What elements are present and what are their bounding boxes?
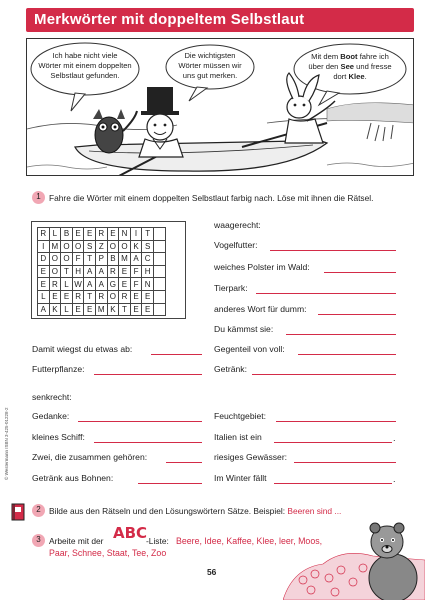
grid-cell[interactable]: N	[142, 278, 154, 291]
answer-line[interactable]	[276, 421, 396, 422]
grid-cell[interactable]: H	[72, 265, 84, 278]
grid-cell[interactable]: E	[72, 303, 84, 316]
page-number: 56	[207, 567, 217, 577]
grid-cell[interactable]: O	[61, 253, 73, 266]
clue-label: kleines Schiff:	[32, 432, 85, 442]
bubble-line: uns gut merken.	[182, 71, 238, 80]
down-heading: senkrecht:	[32, 392, 72, 402]
grid-cell[interactable]: K	[49, 303, 61, 316]
grid-cell[interactable]: A	[38, 303, 50, 316]
task-2-text: Bilde aus den Rätseln und den Lösungswörtern Sätze. Beispiel:	[49, 506, 288, 516]
grid-cell[interactable]: Z	[95, 240, 107, 253]
grid-cell[interactable]	[153, 278, 165, 291]
bubble-line	[297, 52, 403, 62]
grid-row	[38, 303, 166, 316]
grid-cell[interactable]	[153, 290, 165, 303]
grid-cell[interactable]: O	[72, 240, 84, 253]
grid-cell[interactable]: M	[119, 253, 131, 266]
answer-line[interactable]	[274, 442, 392, 443]
grid-cell[interactable]: O	[107, 290, 119, 303]
grid-cell[interactable]: B	[107, 253, 119, 266]
grid-cell[interactable]: E	[130, 290, 142, 303]
abc-list-logo: ABC	[113, 524, 148, 542]
bubble-text: .	[364, 72, 367, 81]
task-1-number-badge	[32, 191, 45, 204]
bubble-text: dort	[333, 72, 349, 81]
answer-line[interactable]	[298, 354, 396, 355]
clue-label: Du kämmst sie:	[214, 324, 274, 334]
clue-label: Im Winter fällt	[214, 473, 267, 483]
grid-cell[interactable]: E	[130, 303, 142, 316]
grid-cell[interactable]: E	[142, 303, 154, 316]
grid-cell[interactable]: W	[72, 278, 84, 291]
grid-row	[38, 278, 166, 291]
grid-row	[38, 253, 166, 266]
grid-cell[interactable]: M	[95, 303, 107, 316]
answer-line[interactable]	[151, 354, 202, 355]
answer-line[interactable]	[270, 250, 396, 251]
answer-line[interactable]	[286, 334, 396, 335]
clue-label: riesiges Gewässer:	[214, 452, 288, 462]
grid-cell[interactable]: O	[49, 265, 61, 278]
grid-cell[interactable]: R	[95, 228, 107, 241]
grid-row	[38, 228, 166, 241]
grid-cell[interactable]: A	[84, 265, 96, 278]
clue-label: Feuchtgebiet:	[214, 411, 267, 421]
grid-cell[interactable]	[153, 240, 165, 253]
grid-cell[interactable]: P	[95, 253, 107, 266]
answer-line[interactable]	[294, 462, 396, 463]
task-3-prefix: Arbeite mit der	[49, 536, 104, 546]
grid-cell[interactable]: G	[107, 278, 119, 291]
page-title: Merkwörter mit doppeltem Selbstlaut	[34, 11, 305, 28]
grid-cell[interactable]: L	[38, 290, 50, 303]
bubble-line: Ich habe nicht viele	[52, 51, 118, 60]
clue-label: Vogelfutter:	[214, 240, 258, 250]
grid-cell[interactable]: T	[61, 265, 73, 278]
task-3-suffix: -Liste:	[146, 536, 169, 546]
grid-cell[interactable]: B	[61, 228, 73, 241]
copyright-text: © Westermann ISBN 3-425-01228-2	[4, 407, 9, 480]
grid-cell[interactable]: R	[95, 290, 107, 303]
grid-cell[interactable]: F	[130, 278, 142, 291]
bubble-line: Selbstlaut gefunden.	[50, 71, 120, 80]
clue-label: Gedanke:	[32, 411, 70, 421]
grid-cell[interactable]: A	[95, 278, 107, 291]
grid-cell[interactable]	[153, 265, 165, 278]
speech-bubble-man	[168, 51, 252, 81]
grid-cell[interactable]: T	[84, 290, 96, 303]
grid-cell[interactable]: L	[61, 303, 73, 316]
grid-cell[interactable]: M	[49, 240, 61, 253]
answer-line[interactable]	[166, 462, 202, 463]
task-number: 1	[36, 192, 41, 201]
word-list-line-2: Paar, Schnee, Staat, Tee, Zoo	[49, 548, 167, 558]
grid-cell[interactable]: E	[61, 290, 73, 303]
answer-line[interactable]	[138, 483, 202, 484]
answer-line[interactable]	[274, 483, 392, 484]
task-2-example: Beeren sind ...	[287, 506, 342, 516]
grid-cell[interactable]: T	[142, 228, 154, 241]
grid-cell[interactable]: I	[130, 228, 142, 241]
grid-cell[interactable]: F	[72, 253, 84, 266]
grid-cell[interactable]: R	[119, 290, 131, 303]
grid-cell[interactable]: E	[49, 290, 61, 303]
bubble-keyword: See	[340, 62, 355, 71]
word-search-grid	[37, 227, 166, 316]
bubble-line: Wörter müssen wir	[178, 61, 242, 70]
grid-row	[38, 240, 166, 253]
word-list-line-1: Beere, Idee, Kaffee, Klee, leer, Moos,	[176, 536, 323, 546]
bear-illustration	[283, 508, 425, 600]
answer-line[interactable]	[318, 314, 396, 315]
bubble-line	[297, 72, 403, 82]
grid-cell[interactable]: R	[49, 278, 61, 291]
grid-cell[interactable]: R	[38, 228, 50, 241]
grid-cell[interactable]: K	[130, 240, 142, 253]
grid-cell[interactable]: R	[72, 290, 84, 303]
grid-cell[interactable]: S	[142, 240, 154, 253]
clue-label: Futterpflanze:	[32, 364, 85, 374]
grid-cell[interactable]: I	[38, 240, 50, 253]
grid-cell[interactable]: K	[107, 303, 119, 316]
title-bar	[26, 8, 414, 32]
grid-cell[interactable]: A	[130, 253, 142, 266]
grid-cell[interactable]: E	[107, 228, 119, 241]
notebook-icon	[11, 503, 25, 521]
grid-cell[interactable]: C	[142, 253, 154, 266]
grid-cell[interactable]: O	[119, 240, 131, 253]
grid-cell[interactable]: A	[84, 278, 96, 291]
grid-cell[interactable]: H	[142, 265, 154, 278]
clue-label: Zwei, die zusammen gehören:	[32, 452, 148, 462]
bubble-line: Wörter mit einem doppelten	[38, 61, 132, 70]
grid-cell[interactable]: L	[49, 228, 61, 241]
grid-cell[interactable]: E	[38, 265, 50, 278]
bubble-line	[297, 62, 403, 72]
clue-label: Gegenteil von voll:	[214, 344, 285, 354]
bubble-text: über den	[308, 62, 341, 71]
speech-bubble-owl	[35, 51, 135, 81]
grid-cell[interactable]	[153, 228, 165, 241]
clue-label: Italien ist ein	[214, 432, 262, 442]
task-2-number-badge	[32, 504, 45, 517]
grid-cell[interactable]: S	[84, 240, 96, 253]
grid-cell[interactable]: D	[38, 253, 50, 266]
answer-line[interactable]	[252, 374, 396, 375]
sentence-period: .	[393, 474, 396, 484]
bubble-keyword: Boot	[340, 52, 358, 61]
answer-line[interactable]	[78, 421, 202, 422]
grid-cell[interactable]: N	[119, 228, 131, 241]
clue-label: Getränk aus Bohnen:	[32, 473, 114, 483]
grid-cell[interactable]: T	[84, 253, 96, 266]
answer-line[interactable]	[256, 293, 396, 294]
sentence-period: .	[393, 433, 396, 443]
grid-cell[interactable]: E	[84, 303, 96, 316]
grid-cell[interactable]: O	[107, 240, 119, 253]
across-heading: waagerecht:	[214, 220, 261, 230]
grid-cell[interactable]: E	[84, 228, 96, 241]
speech-bubble-rabbit	[297, 52, 403, 82]
task-1-instruction: Fahre die Wörter mit einem doppelten Selbstlaut farbig nach. Löse mit ihnen die Rätsel.	[49, 193, 374, 203]
clue-label: weiches Polster im Wald:	[214, 262, 310, 272]
clue-label: Getränk:	[214, 364, 247, 374]
grid-cell[interactable]: E	[119, 278, 131, 291]
grid-row	[38, 290, 166, 303]
grid-cell[interactable]: T	[119, 303, 131, 316]
grid-cell[interactable]	[153, 303, 165, 316]
grid-cell[interactable]: L	[61, 278, 73, 291]
bubble-text: fahre ich	[357, 52, 389, 61]
grid-cell[interactable]: F	[130, 265, 142, 278]
grid-cell[interactable]: E	[72, 228, 84, 241]
task-number: 2	[36, 505, 41, 514]
clue-label: anderes Wort für dumm:	[214, 304, 307, 314]
grid-cell[interactable]: E	[119, 265, 131, 278]
comic-strip	[26, 38, 414, 176]
clue-label: Tierpark:	[214, 283, 248, 293]
bubble-keyword: Klee	[348, 72, 365, 81]
answer-line[interactable]	[94, 374, 202, 375]
clue-label: Damit wiegst du etwas ab:	[32, 344, 133, 354]
task-number: 3	[36, 535, 41, 544]
task-3-number-badge	[32, 534, 45, 547]
bubble-text: und fresse	[354, 62, 392, 71]
grid-cell[interactable]: O	[49, 253, 61, 266]
grid-cell[interactable]: E	[142, 290, 154, 303]
grid-row	[38, 265, 166, 278]
answer-line[interactable]	[94, 442, 202, 443]
bubble-text: Mit dem	[311, 52, 341, 61]
answer-line[interactable]	[324, 272, 396, 273]
bubble-line: Die wichtigsten	[184, 51, 236, 60]
grid-cell[interactable]: A	[95, 265, 107, 278]
grid-cell[interactable]: E	[38, 278, 50, 291]
grid-cell[interactable]	[153, 253, 165, 266]
grid-cell[interactable]: R	[107, 265, 119, 278]
grid-cell[interactable]: O	[61, 240, 73, 253]
